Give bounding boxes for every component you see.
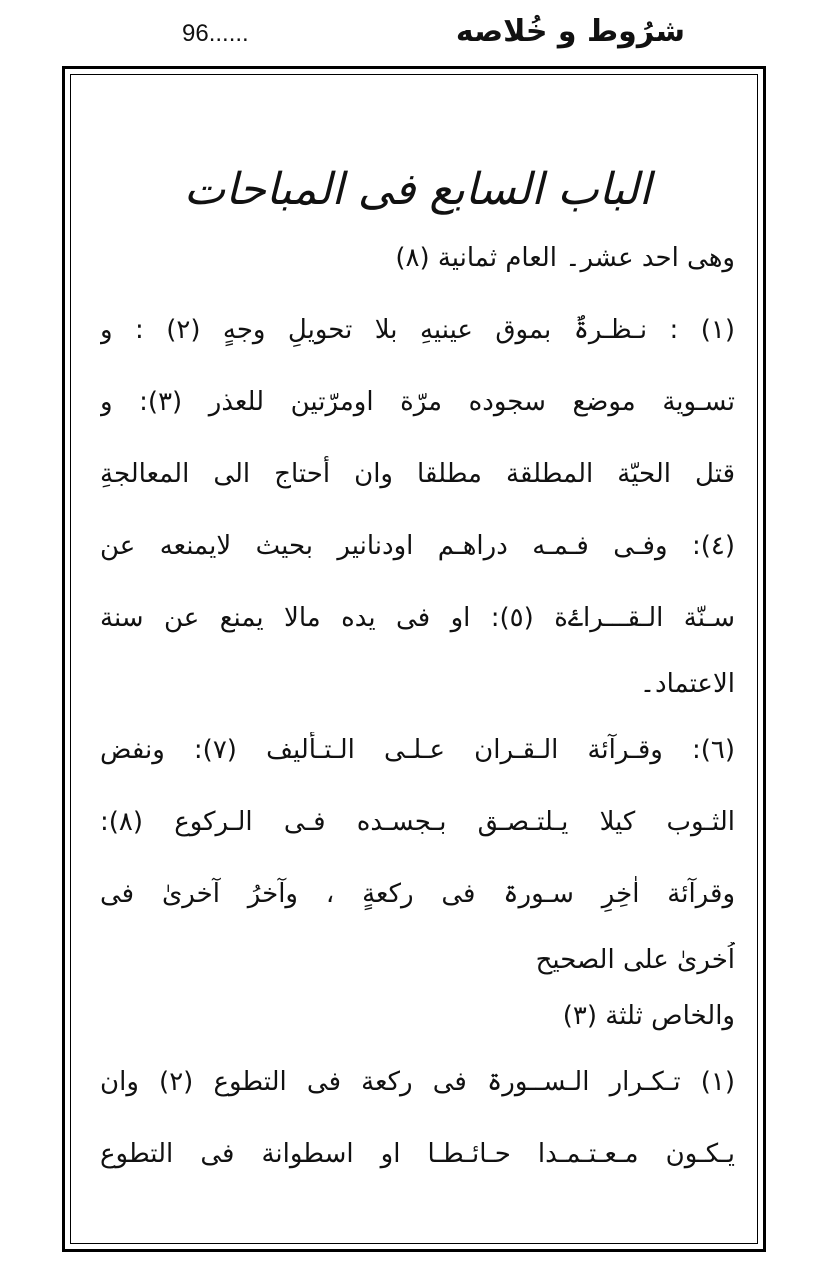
text-line: والخاص ثلثة (٣): [562, 1001, 735, 1031]
page-number: 96......: [182, 20, 249, 47]
text-line: (١) : نـظـرۃٌ بموق عینیهِ بلا تحویلِ وجهٍ (٢) : و: [100, 315, 735, 345]
text-line: الاعتماد۔: [639, 669, 735, 699]
book-title: شرُوط و خُلاصه: [455, 14, 685, 49]
text-line: (٤): وفـی فـمـه دراھـم اودنانیر بحیث لایمنعه عن: [100, 531, 735, 561]
text-line: یـکـون مـعـتـمـدا حـائـطـا او اسطوانة فی التطوع: [100, 1139, 735, 1169]
page-body: [100, 140, 735, 1172]
text-line: الثـوب کیلا یـلتـصـق بـجسـده فـی الـرکوع (٨):: [100, 807, 735, 837]
text-line: وقرآئة اٰخِرِ سـورۃ فی رکعةٍ ، وآخرُ آخریٰ فی: [100, 879, 735, 909]
text-line: قتل الحیّة المطلقة مطلقا وان أحتاج الی المعالجةِ: [100, 459, 735, 489]
text-line: سـنّة الـقـــراۓة (٥): او فی یده مالا یمنع عن سنة: [100, 603, 735, 633]
chapter-title: الباب السابع فی المباحات: [183, 164, 652, 215]
text-line: (٦): وقـرآئة الـقـران عـلـی الـتـألیف (٧): ونفض: [100, 735, 735, 765]
text-line: اُخریٰ علی الصحیح: [535, 945, 735, 975]
text-line: تسـویة موضع سجوده مرّة اومرّتین للعذر (٣): و: [100, 387, 735, 417]
text-line: وھی احد عشر۔ العام ثمانیة (٨): [395, 243, 735, 273]
text-line: (١) تـکـرار الـســورۃ فی رکعة فی التطوع (٢) وان: [100, 1067, 735, 1097]
